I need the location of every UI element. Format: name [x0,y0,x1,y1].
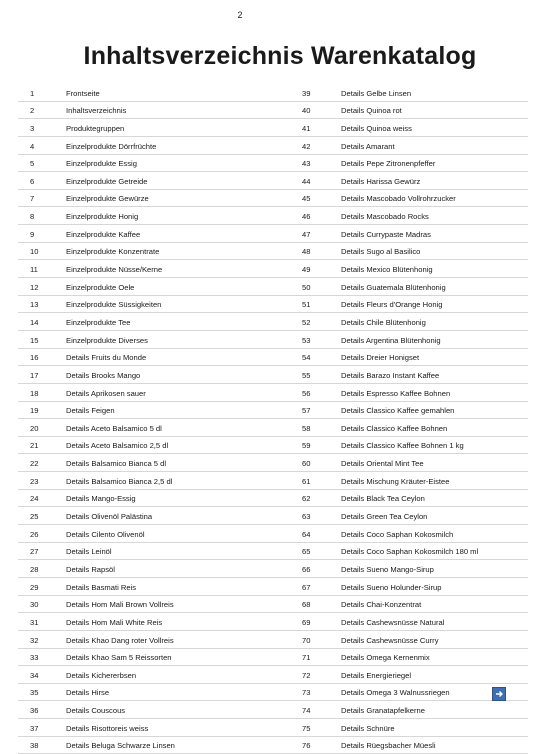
toc-row [18,472,528,490]
toc-entry-link[interactable]: Details Fleurs d'Orange Honig [341,300,443,310]
toc-page-number: 74 [302,706,311,716]
toc-page-number: 72 [302,670,311,680]
toc-entry-link[interactable]: Details Classico Kaffee gemahlen [341,406,455,416]
toc-entry-link[interactable]: Details Brooks Mango [66,370,141,380]
toc-entry-link[interactable]: Einzelprodukte Tee [66,317,131,327]
toc-entry-link[interactable]: Details Beluga Schwarze Linsen [66,741,175,751]
toc-entry-link[interactable]: Details Pepe Zitronenpfeffer [341,159,436,169]
toc-page-number: 58 [302,423,311,433]
toc-page-number: 41 [302,123,311,133]
toc-row [18,402,528,420]
toc-entry-link[interactable]: Einzelprodukte Essig [66,159,137,169]
toc-entry-link[interactable]: Details Green Tea Ceylon [341,512,428,522]
toc-row [18,613,528,631]
toc-entry-link[interactable]: Details Couscous [66,706,126,716]
toc-entry-link[interactable]: Details Espresso Kaffee Bohnen [341,388,451,398]
toc-page-number: 59 [302,441,311,451]
toc-entry-link[interactable]: Details Energieriegel [341,670,412,680]
toc-entry-link[interactable]: Einzelprodukte Gewürze [66,194,149,204]
toc-row [18,384,528,402]
toc-page-number: 18 [30,388,39,398]
toc-row [18,596,528,614]
toc-page-number: 71 [302,653,311,663]
toc-entry-link[interactable]: Details Cashewsnüsse Natural [341,617,445,627]
toc-row [18,155,528,173]
toc-row [18,490,528,508]
toc-row [18,737,528,754]
toc-entry-link[interactable]: Details Schnüre [341,723,395,733]
toc-entry-link[interactable]: Details Cilento Olivenöl [66,529,145,539]
toc-entry-link[interactable]: Details Sueno Mango-Sirup [341,564,434,574]
toc-entry-link[interactable]: Details Chai-Konzentrat [341,600,422,610]
toc-page-number: 20 [30,423,39,433]
toc-entry-link[interactable]: Frontseite [66,88,100,98]
toc-page-number: 10 [30,247,39,257]
toc-page-number: 53 [302,335,311,345]
toc-page-number: 16 [30,353,39,363]
toc-row [18,666,528,684]
toc-page-number: 56 [302,388,311,398]
toc-page-number: 46 [302,212,311,222]
toc-page-number: 26 [30,529,39,539]
toc-row [18,102,528,120]
toc-entry-link[interactable]: Details Leinöl [66,547,112,557]
toc-row [18,119,528,137]
toc-entry-link[interactable]: Details Risottoreis weiss [66,723,149,733]
toc-page-number: 55 [302,370,311,380]
toc-page-number: 52 [302,317,311,327]
toc-page-number: 42 [302,141,311,151]
toc-page-number: 36 [30,706,39,716]
toc-entry-link[interactable]: Details Coco Saphan Kokosmilch [341,529,454,539]
next-page-button[interactable] [492,687,506,701]
toc-page-number: 66 [302,564,311,574]
toc-row [18,701,528,719]
toc-entry-link[interactable]: Details Hom Mali White Reis [66,617,163,627]
toc-page-number: 9 [30,229,35,239]
toc-page-number: 4 [30,141,35,151]
toc-row [18,507,528,525]
toc-entry-link[interactable]: Details Hom Mali Brown Vollreis [66,600,174,610]
toc-page-number: 7 [30,194,35,204]
toc-entry-link[interactable]: Details Coco Saphan Kokosmilch 180 ml [341,547,479,557]
toc-entry-link[interactable]: Details Rapsöl [66,564,115,574]
toc-entry-link[interactable]: Inhaltsverzeichnis [66,106,127,116]
toc-entry-link[interactable]: Details Balsamico Bianca 5 dl [66,459,167,469]
toc-entry-link[interactable]: Einzelprodukte Honig [66,212,139,222]
toc-page-number: 1 [30,88,35,98]
toc-entry-link[interactable]: Einzelprodukte Konzentrate [66,247,160,257]
toc-entry-link[interactable]: Details Sueno Holunder-Sirup [341,582,442,592]
toc-entry-link[interactable]: Details Granatapfelkerne [341,706,425,716]
toc-row [18,331,528,349]
toc-entry-link[interactable]: Details Omega Kernenmix [341,653,430,663]
toc-entry-link[interactable]: Details Chile Blütenhonig [341,317,426,327]
toc-entry-link[interactable]: Details Hirse [66,688,110,698]
toc-entry-link[interactable]: Einzelprodukte Oele [66,282,135,292]
toc-page-number: 38 [30,741,39,751]
toc-entry-link[interactable]: Einzelprodukte Getreide [66,176,148,186]
toc-page-number: 27 [30,547,39,557]
toc-row [18,349,528,367]
toc-page-number: 3 [30,123,35,133]
toc-page-number: 28 [30,564,39,574]
toc-entry-link[interactable]: Details Cashewsnüsse Curry [341,635,439,645]
toc-page-number: 31 [30,617,39,627]
toc-entry-link[interactable]: Details Aprikosen sauer [66,388,146,398]
toc-entry-link[interactable]: Einzelprodukte Diverses [66,335,148,345]
toc-entry-link[interactable]: Produktegruppen [66,123,125,133]
toc-page-number: 64 [302,529,311,539]
toc-page-number: 35 [30,688,39,698]
page-title: Inhaltsverzeichnis Warenkatalog [83,42,477,70]
toc-row [18,137,528,155]
toc-entry-link[interactable]: Details Guatemala Blütenhonig [341,282,446,292]
toc-entry-link[interactable]: Details Argentina Blütenhonig [341,335,441,345]
toc-page-number: 2 [30,106,35,116]
toc-entry-link[interactable]: Details Currypaste Madras [341,229,431,239]
toc-entry-link[interactable]: Details Mascobado Vollrohrzucker [341,194,456,204]
toc-page-number: 14 [30,317,39,327]
toc-page-number: 76 [302,741,311,751]
toc-entry-link[interactable]: Details Aceto Balsamico 2,5 dl [66,441,169,451]
toc-entry-link[interactable]: Details Classico Kaffee Bohnen [341,423,448,433]
toc-entry-link[interactable]: Details Khao Sam 5 Reissorten [66,653,172,663]
toc-entry-link[interactable]: Details Amarant [341,141,395,151]
toc-entry-link[interactable]: Details Olivenöl Palästina [66,512,153,522]
toc-page-number: 22 [30,459,39,469]
toc-page-number: 17 [30,370,39,380]
toc-page-number: 8 [30,212,35,222]
toc-page-number: 23 [30,476,39,486]
toc-row [18,296,528,314]
toc-page-number: 62 [302,494,311,504]
toc-entry-link[interactable]: Details Balsamico Bianca 2,5 dl [66,476,173,486]
toc-entry-link[interactable]: Details Mischung Kräuter-Eistee [341,476,450,486]
toc-page-number: 32 [30,635,39,645]
toc-page-number: 43 [302,159,311,169]
toc-page-number: 37 [30,723,39,733]
toc-row [18,366,528,384]
toc-row [18,243,528,261]
toc-entry-link[interactable]: Details Feigen [66,406,115,416]
toc-row [18,684,528,702]
toc-row [18,207,528,225]
toc-entry-link[interactable]: Details Mexico Blütenhonig [341,265,433,275]
toc-entry-link[interactable]: Details Quinoa rot [341,106,402,116]
toc-page-number: 11 [30,265,38,275]
toc-page-number: 33 [30,653,39,663]
toc-row [18,172,528,190]
toc-page-number: 34 [30,670,39,680]
toc-entry-link[interactable]: Details Dreier Honigset [341,353,420,363]
toc-row [18,190,528,208]
arrow-right-icon [493,688,505,700]
toc-page-number: 44 [302,176,311,186]
toc-entry-link[interactable]: Details Oriental Mint Tee [341,459,424,469]
toc-entry-link[interactable]: Einzelprodukte Nüsse/Kerne [66,265,163,275]
toc-page-number: 5 [30,159,35,169]
toc-page-number: 63 [302,512,311,522]
toc-entry-link[interactable]: Details Basmati Reis [66,582,137,592]
toc-page-number: 45 [302,194,311,204]
toc-row [18,649,528,667]
toc-row [18,578,528,596]
toc-page-number: 47 [302,229,311,239]
page-number: 2 [237,10,243,20]
toc-row [18,225,528,243]
toc-page-number: 69 [302,617,311,627]
toc-page-number: 21 [30,441,39,451]
toc-page-number: 65 [302,547,311,557]
toc-page-number: 57 [302,406,311,416]
toc-entry-link[interactable]: Details Black Tea Ceylon [341,494,425,504]
toc-entry-link[interactable]: Details Rüegsbacher Müesli [341,741,436,751]
toc-entry-link[interactable]: Details Harissa Gewürz [341,176,421,186]
toc-row [18,560,528,578]
toc-page-number: 50 [302,282,311,292]
toc-page-number: 67 [302,582,311,592]
toc-table [18,84,528,754]
toc-entry-link[interactable]: Einzelprodukte Kaffee [66,229,141,239]
toc-page-number: 6 [30,176,35,186]
toc-page-number: 24 [30,494,39,504]
toc-page-number: 54 [302,353,311,363]
toc-entry-link[interactable]: Details Khao Dang roter Vollreis [66,635,174,645]
toc-entry-link[interactable]: Einzelprodukte Dörrfrüchte [66,141,157,151]
toc-page-number: 25 [30,512,39,522]
toc-row [18,437,528,455]
toc-page-number: 39 [302,88,311,98]
toc-row [18,719,528,737]
toc-entry-link[interactable]: Einzelprodukte Süssigkeiten [66,300,162,310]
toc-page-number: 75 [302,723,311,733]
toc-page-number: 13 [30,300,39,310]
toc-page-number: 19 [30,406,39,416]
toc-row [18,313,528,331]
toc-row [18,525,528,543]
toc-page-number: 68 [302,600,311,610]
toc-entry-link[interactable]: Details Classico Kaffee Bohnen 1 kg [341,441,464,451]
toc-row [18,278,528,296]
toc-entry-link[interactable]: Details Gelbe Linsen [341,88,412,98]
toc-page-number: 15 [30,335,39,345]
toc-entry-link[interactable]: Details Aceto Balsamico 5 dl [66,423,162,433]
toc-page-number: 29 [30,582,39,592]
toc-page-number: 40 [302,106,311,116]
toc-page-number: 60 [302,459,311,469]
toc-entry-link[interactable]: Details Quinoa weiss [341,123,412,133]
toc-row [18,543,528,561]
toc-row [18,631,528,649]
toc-row [18,84,528,102]
toc-row [18,419,528,437]
toc-row [18,454,528,472]
toc-entry-link[interactable]: Details Mascobado Rocks [341,212,429,222]
toc-row [18,260,528,278]
toc-entry-link[interactable]: Details Fruits du Monde [66,353,147,363]
toc-page-number: 61 [302,476,311,486]
toc-page-number: 51 [302,300,311,310]
toc-page-number: 73 [302,688,311,698]
toc-entry-link[interactable]: Details Barazo Instant Kaffee [341,370,440,380]
toc-entry-link[interactable]: Details Kichererbsen [66,670,137,680]
toc-entry-link[interactable]: Details Sugo al Basilico [341,247,421,257]
toc-page-number: 12 [30,282,39,292]
toc-page-number: 70 [302,635,311,645]
toc-page-number: 49 [302,265,311,275]
toc-entry-link[interactable]: Details Omega 3 Walnussriegen [341,688,450,698]
toc-entry-link[interactable]: Details Mango-Essig [66,494,136,504]
toc-page-number: 48 [302,247,311,257]
toc-page-number: 30 [30,600,39,610]
